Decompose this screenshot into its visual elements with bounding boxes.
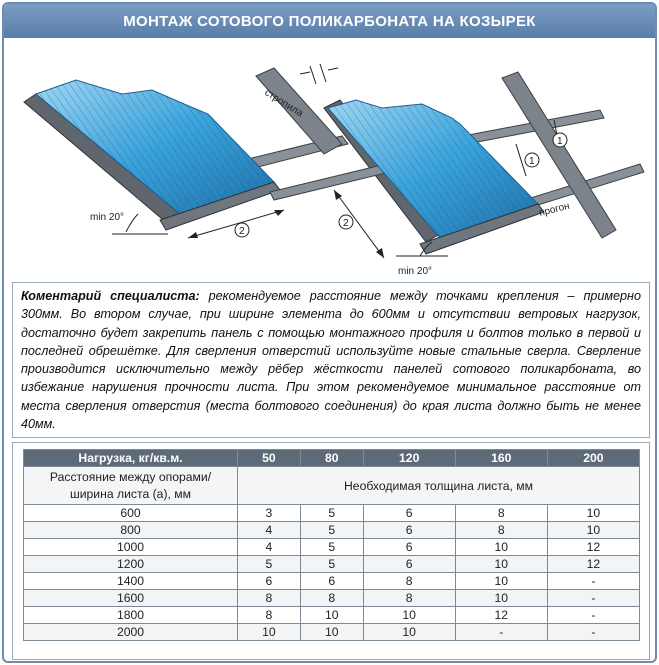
comment-lead: Коментарий специалиста:: [21, 289, 200, 303]
table-cell-thickness: -: [547, 607, 639, 624]
installation-diagram: [12, 44, 651, 280]
table-cell-thickness: 12: [547, 556, 639, 573]
marker-2-right-text: 2: [343, 218, 349, 229]
table-cell-distance: 1000: [24, 539, 238, 556]
table-subheader-row: [24, 467, 640, 505]
header-load-80: 80: [300, 450, 363, 467]
marker-2-left-text: 2: [239, 226, 245, 237]
specialist-comment: [12, 282, 650, 438]
table-cell-thickness: -: [547, 590, 639, 607]
table-cell-distance: 800: [24, 522, 238, 539]
thickness-table: [23, 449, 640, 641]
table-cell-thickness: 10: [300, 624, 363, 641]
table-cell-thickness: 8: [238, 590, 301, 607]
table-cell-thickness: 10: [363, 607, 455, 624]
subheader-thickness-label: Необходимая толщина листа, мм: [238, 467, 640, 505]
table-cell-thickness: 3: [238, 505, 301, 522]
table-row: [24, 607, 640, 624]
min-angle-left-label: min 20°: [90, 212, 125, 223]
header-load-120: 120: [363, 450, 455, 467]
table-cell-thickness: 6: [363, 522, 455, 539]
table-cell-thickness: 8: [238, 607, 301, 624]
table-cell-thickness: -: [455, 624, 547, 641]
table-cell-thickness: 10: [547, 505, 639, 522]
table-cell-thickness: -: [547, 624, 639, 641]
comment-text: рекомендуемое расстояние между точками крепления – примерно 300мм. Во втором случае, при ширине элемента до 600мм и отсутствии ветровых нагрузок, достаточно будет закрепить панель с помощью монтажного профиля и болтов только в первой и последней обрешётке. Для сверления отверстий используйте новые стальные сверла. Сверление производится исключительно между рёбер жёсткости панелей сотового поликарбоната, во избежание нарушения прочности листа. При этом рекомендуемое минимальное расстояние от места сверления отверстия (места болтового соединения) до края листа должно быть не менее 40мм.: [21, 289, 641, 432]
infographic-card: [2, 2, 657, 663]
table-cell-thickness: 6: [300, 573, 363, 590]
table-cell-thickness: 10: [455, 590, 547, 607]
table-cell-thickness: 6: [238, 573, 301, 590]
table-row: [24, 590, 640, 607]
purlin-label: прогон: [538, 200, 571, 219]
table-cell-thickness: 5: [300, 522, 363, 539]
table-header-row: [24, 450, 640, 467]
table-row: [24, 539, 640, 556]
table-cell-thickness: 6: [363, 556, 455, 573]
table-row: [24, 556, 640, 573]
table-cell-thickness: 5: [300, 539, 363, 556]
table-cell-distance: 1400: [24, 573, 238, 590]
table-cell-thickness: 10: [363, 624, 455, 641]
table-cell-thickness: 4: [238, 539, 301, 556]
marker-1-top-text: 1: [557, 136, 563, 147]
table-cell-thickness: 10: [547, 522, 639, 539]
marker-1-bottom-text: 1: [529, 156, 535, 167]
table-cell-thickness: 5: [238, 556, 301, 573]
table-cell-distance: 1200: [24, 556, 238, 573]
table-body: [24, 505, 640, 641]
header-load-50: 50: [238, 450, 301, 467]
header-load-label: Нагрузка, кг/кв.м.: [24, 450, 238, 467]
thickness-table-container: [12, 442, 650, 660]
table-cell-thickness: 12: [455, 607, 547, 624]
table-cell-distance: 1800: [24, 607, 238, 624]
header-load-160: 160: [455, 450, 547, 467]
table-cell-thickness: 5: [300, 556, 363, 573]
table-cell-distance: 600: [24, 505, 238, 522]
header-load-200: 200: [547, 450, 639, 467]
table-row: [24, 624, 640, 641]
table-cell-thickness: -: [547, 573, 639, 590]
table-cell-thickness: 12: [547, 539, 639, 556]
table-cell-thickness: 6: [363, 505, 455, 522]
table-row: [24, 573, 640, 590]
table-cell-thickness: 8: [455, 522, 547, 539]
table-cell-thickness: 4: [238, 522, 301, 539]
table-row: [24, 522, 640, 539]
table-cell-thickness: 5: [300, 505, 363, 522]
table-cell-thickness: 8: [300, 590, 363, 607]
table-cell-thickness: 10: [455, 573, 547, 590]
table-cell-thickness: 10: [455, 539, 547, 556]
subheader-distance-label: Расстояние между опорами/ширина листа (а), мм: [24, 467, 238, 505]
min-angle-right-label: min 20°: [398, 266, 433, 277]
table-cell-thickness: 10: [300, 607, 363, 624]
table-cell-thickness: 10: [238, 624, 301, 641]
table-cell-thickness: 10: [455, 556, 547, 573]
rafter-label: стропила: [262, 87, 305, 120]
table-row: [24, 505, 640, 522]
page-title: МОНТАЖ СОТОВОГО ПОЛИКАРБОНАТА НА КОЗЫРЕК: [4, 4, 655, 38]
table-cell-thickness: 8: [455, 505, 547, 522]
table-cell-distance: 1600: [24, 590, 238, 607]
table-cell-thickness: 8: [363, 590, 455, 607]
table-cell-thickness: 6: [363, 539, 455, 556]
table-cell-thickness: 8: [363, 573, 455, 590]
table-cell-distance: 2000: [24, 624, 238, 641]
